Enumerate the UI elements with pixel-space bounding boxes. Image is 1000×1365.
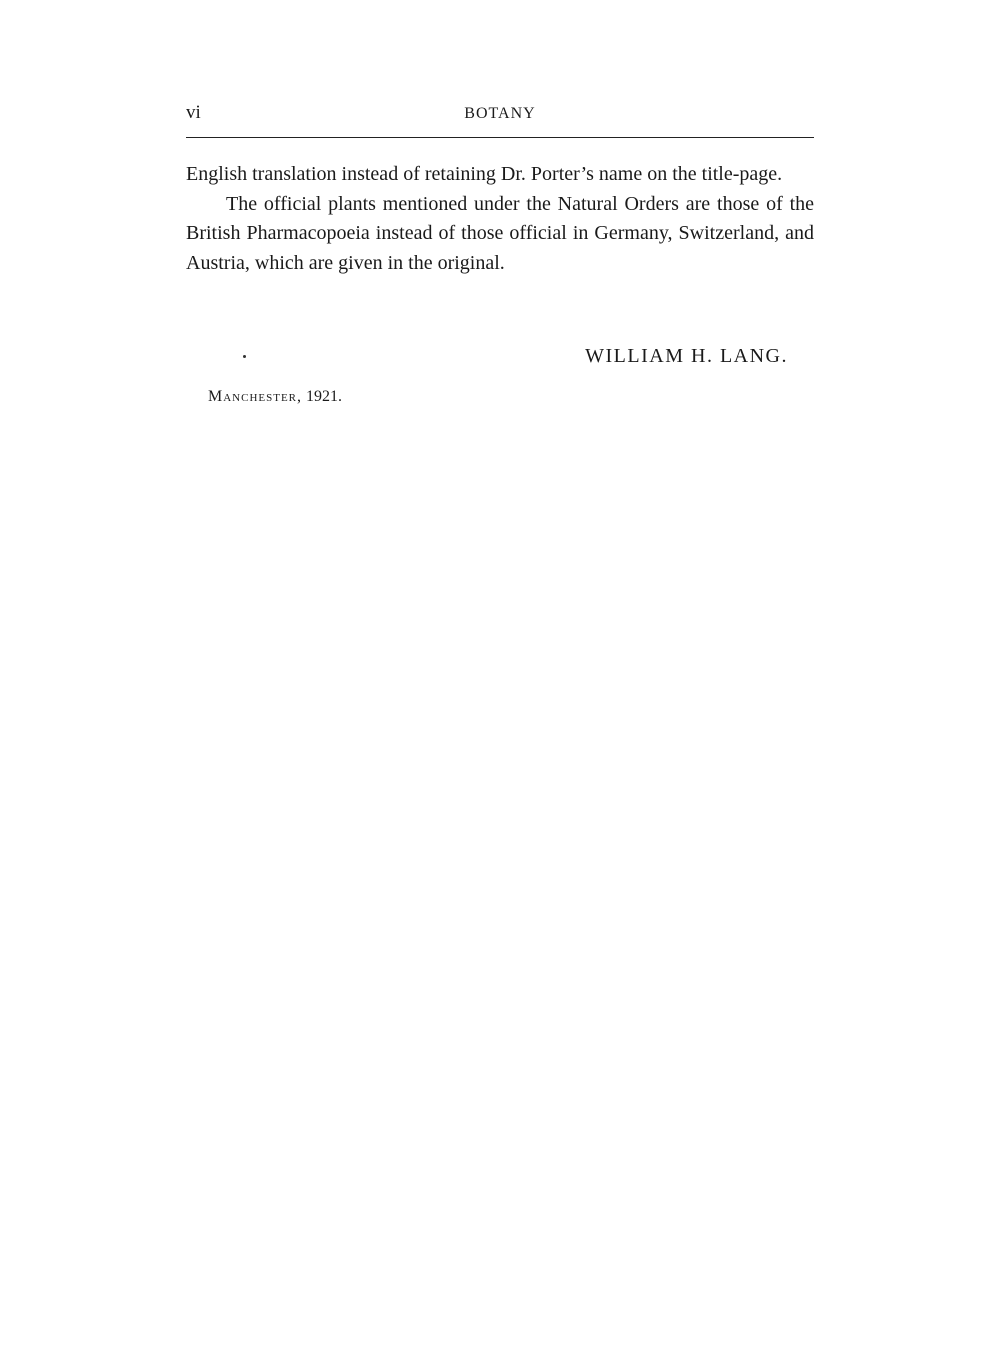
- paragraph: The official plants mentioned under the Natural Orders are those of the British Pharmacopoeia instead of those official in Germany, Switzerland, and Austria, which are given in the original.: [186, 192, 814, 274]
- paragraph-continuation: English translation instead of retaining Dr. Porter’s name on the title-page.: [186, 163, 783, 185]
- running-title: BOTANY: [464, 105, 536, 122]
- body-text: [186, 160, 814, 278]
- header-rule: [186, 137, 814, 138]
- author-signature: WILLIAM H. LANG.: [585, 345, 788, 367]
- dateline-year: 1921.: [306, 388, 343, 405]
- page-number: vi: [186, 102, 201, 123]
- dateline-place: Manchester,: [208, 388, 303, 405]
- dateline: [208, 386, 342, 408]
- stray-dot-mark: [243, 355, 246, 358]
